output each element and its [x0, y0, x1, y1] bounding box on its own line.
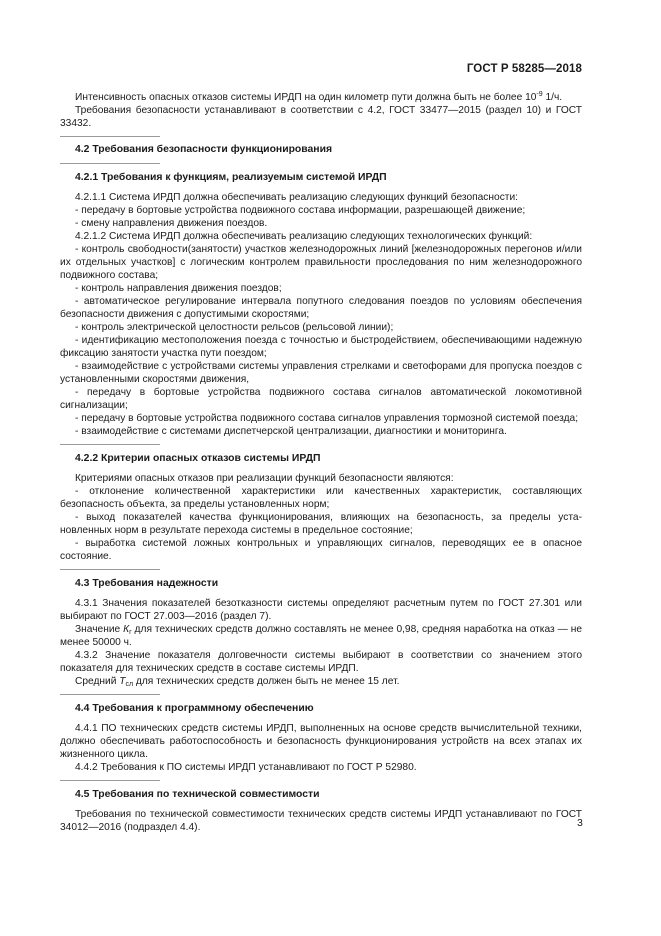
list-item: - контроль электрической целостности рельсов (рельсовой линии); [75, 322, 394, 333]
section-heading-4-4: 4.4 Требования к программному обеспечению [75, 703, 314, 714]
exponent: -9 [536, 91, 543, 98]
subsection-heading-4-2-2: 4.2.2 Критерии опасных отказов системы ИРДП [75, 453, 321, 464]
paragraph [60, 623, 582, 649]
list-item: - смену направления движения поездов. [75, 218, 268, 229]
list-item: - передачу в бортовые устройства подвижного состава информации, разрешающей движение; [75, 205, 526, 216]
paragraph: Требования по технической совместимости технических средств системы ИРДП устанавливают по ГОСТ 34012—2016 (подраздел 4.4). [60, 809, 582, 833]
paragraph: 4.2.1.2 Система ИРДП должна обеспечивать реализацию следующих технологических функций: [75, 231, 533, 242]
section-heading-4-2: 4.2 Требования безопасности функционирования [75, 144, 333, 155]
paragraph: 4.4.1 ПО технических средств системы ИРДП, выполненных на основе средств вычислительной техники, должно обеспечивать работоспособность и безопасность функционирования устройств на всех этапах их жизненного цикла. [60, 723, 582, 760]
list-item: - передачу в бортовые устройства подвижного состава сигналов автоматической локомотивной сигнализации; [60, 387, 582, 411]
text: Средний [75, 676, 120, 687]
paragraph [60, 675, 582, 688]
list-item: - взаимодействие с устройствами системы управления стрелками и светофорами для пропуска поездов с установленными скоростями движения, [60, 361, 582, 385]
text: для технических средств должен быть не менее 15 лет. [133, 676, 400, 687]
subsection-heading-4-2-1: 4.2.1 Требования к функциям, реализуемым системой ИРДП [75, 172, 387, 183]
intro-paragraph-2: Требования безопасности устанавливают в соответствии с 4.2, ГОСТ 33477—2015 (раздел 10) и ГОСТ 33432. [60, 105, 582, 129]
paragraph: 4.3.1 Значения показателей безотказности системы определяют расчетным путем по ГОСТ 27.301 или выбирают по ГОСТ 27.003—2016 (раздел 7). [60, 598, 582, 622]
intro-text: Интенсивность опасных отказов системы ИРДП на один километр пути должна быть не более 10 [75, 92, 537, 103]
list-item: - взаимодействие с системами диспетчерской централизации, диагностики и мониторинга. [75, 426, 507, 437]
section-divider [60, 136, 160, 137]
section-divider [60, 694, 160, 695]
section-divider [60, 163, 160, 164]
list-item: - контроль свободности(занятости) участков железнодорожных линий [железнодорожных перегонов и/или их отдельных участков] с логическим контролем правильности проследования по ним железнодорожного подвижного состава; [60, 244, 582, 281]
section-heading-4-5: 4.5 Требования по технической совместимости [75, 789, 320, 800]
variable: К [123, 624, 130, 635]
list-item: - автоматическое регулирование интервала попутного следования поездов по условиям обеспечения безопасности движения с допустимыми скоростями; [60, 296, 582, 320]
list-item: - контроль направления движения поездов; [75, 283, 282, 294]
intro-paragraph-1 [60, 91, 582, 104]
page-body [60, 91, 582, 834]
paragraph: Критериями опасных отказов при реализации функций безопасности являются: [75, 473, 454, 484]
page-number: 3 [577, 817, 583, 829]
paragraph: 4.3.2 Значение показателя долговечности системы выбирают в соответствии со значением этого показателя для технических средств в составе системы ИРДП. [60, 650, 582, 674]
text: Значение [75, 624, 124, 635]
list-item: - выход показателей качества функционирования, влияющих на безопасность, за пределы уста-новленных норм в результате перехода системы в предельное состояние; [60, 512, 582, 536]
standard-header: ГОСТ Р 58285—2018 [466, 63, 582, 75]
variable: Т [119, 676, 126, 687]
list-item: - передачу в бортовые устройства подвижного состава сигналов управления тормозной системой поезда; [75, 413, 579, 424]
list-item: - отклонение количественной характеристики или качественных характеристик, составляющих безопасность объекта, за пределы установленных норм; [60, 486, 582, 510]
section-divider [60, 569, 160, 570]
paragraph: 4.4.2 Требования к ПО системы ИРДП устанавливают по ГОСТ Р 52980. [75, 762, 417, 773]
section-divider [60, 444, 160, 445]
section-divider [60, 780, 160, 781]
subscript: г [129, 629, 132, 636]
subscript: сл [125, 681, 134, 688]
paragraph: 4.2.1.1 Система ИРДП должна обеспечивать реализацию следующих функций безопасности: [75, 192, 518, 203]
text: для технических средств должно составлять не менее 0,98, средняя наработка на отказ — не менее 50000 ч. [60, 624, 582, 648]
list-item: - выработка системой ложных контрольных и управляющих сигналов, переводящих ее в опасное состояние. [60, 538, 582, 562]
section-heading-4-3: 4.3 Требования надежности [75, 578, 219, 589]
intro-unit: 1/ч. [542, 92, 563, 103]
list-item: - идентификацию местоположения поезда с точностью и быстродействием, обеспечивающими надежную фиксацию занятости участка пути поездом; [60, 335, 582, 359]
